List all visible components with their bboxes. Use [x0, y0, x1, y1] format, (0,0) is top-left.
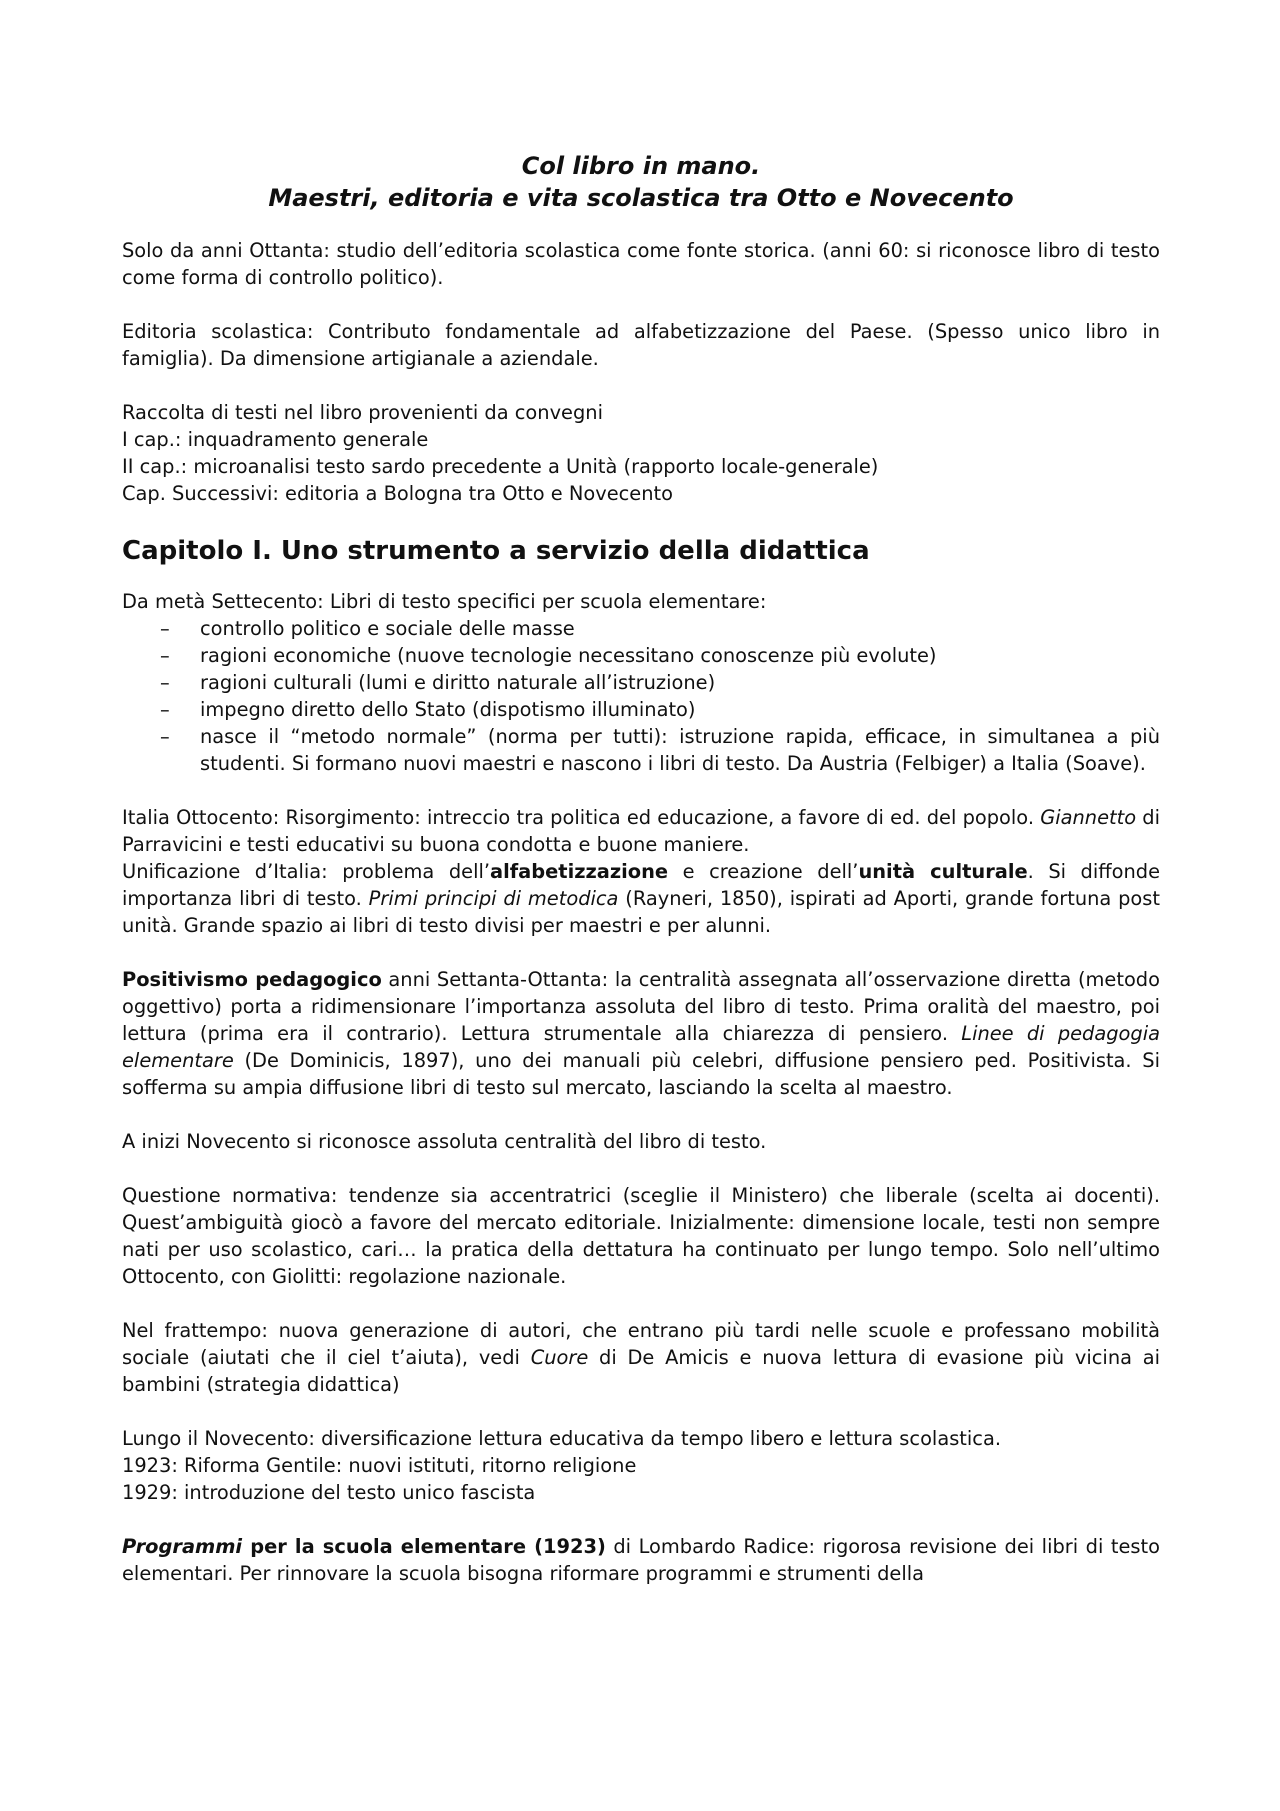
book-title-linee: Linee di pedagogia elementare [122, 1022, 1160, 1072]
list-item: – controllo politico e sociale delle masse [160, 617, 575, 640]
book-title-giannetto: Giannetto [1040, 806, 1137, 829]
keyword-programmi: Programmi [122, 1535, 243, 1558]
structure-line: II cap.: microanalisi testo sardo precedente a Unità (rapporto locale-generale) [122, 455, 879, 478]
title-line-1: Col libro in mano. [521, 152, 761, 180]
intro-paragraph-2: Editoria scolastica: Contributo fondamentale ad alfabetizzazione del Paese. (Spesso unico libro in famiglia). Da dimensione artigianale a aziendale. [122, 320, 1160, 370]
keyword-positivismo: Positivismo pedagogico [122, 968, 382, 991]
dash-bullet: – [160, 644, 170, 667]
timeline-line: 1929: introduzione del testo unico fascista [122, 1481, 536, 1504]
document-page [122, 150, 1160, 1614]
dash-bullet: – [160, 671, 170, 694]
keyword-alfabetizzazione: alfabetizzazione [490, 860, 669, 883]
list-intro: Da metà Settecento: Libri di testo specifici per scuola elementare: [122, 590, 767, 613]
normativa-paragraph: Questione normativa: tendenze sia accentratrici (sceglie il Ministero) che liberale (scelta ai docenti). Quest’ambiguità giocò a favore del mercato editoriale. Inizialmente: dimensione locale, testi non sempre nati per uso scolastico, cari… la pratica della dettatura ha continuato per lungo tempo. Solo nell’ultimo Ottocento, con Giolitti: regolazione nazionale. [122, 1184, 1160, 1288]
timeline-paragraph [122, 1425, 1160, 1506]
dash-bullet: – [160, 725, 170, 748]
ottocento-paragraph: Italia Ottocento: Risorgimento: intreccio tra politica ed educazione, a favore di ed. del popolo. Giannetto di Parravicini e testi educativi su buona condotta e buone maniere. Unificazione d’Italia: problema dell’alfabetizzazione e creazione dell’unità culturale. Si diffonde importanza libri di testo. Primi principi di metodica (Rayneri, 1850), ispirati ad Aporti, grande fortuna post unità. Grande spazio ai libri di testo divisi per maestri e per alunni. [122, 806, 1160, 937]
reasons-list [122, 615, 1160, 777]
keyword-unita-culturale: unità culturale [858, 860, 1028, 883]
book-title-cuore: Cuore [530, 1346, 589, 1369]
list-item: – ragioni economiche (nuove tecnologie necessitano conoscenze più evolute) [160, 644, 937, 667]
book-title-primi-principi: Primi principi di metodica [368, 887, 619, 910]
title-line-2: Maestri, editoria e vita scolastica tra Otto e Novecento [268, 184, 1014, 212]
intro-paragraph-1: Solo da anni Ottanta: studio dell’editoria scolastica come fonte storica. (anni 60: si riconosce libro di testo come forma di controllo politico). [122, 239, 1160, 289]
positivismo-paragraph: Positivismo pedagogico anni Settanta-Ottanta: la centralità assegnata all’osservazione diretta (metodo oggettivo) porta a ridimensionare l’importanza assoluta del libro di testo. Prima oralità del maestro, poi lettura (prima era il contrario). Lettura strumentale alla chiarezza di pensiero. Linee di pedagogia elementare (De Dominicis, 1897), uno dei manuali più celebri, diffusione pensiero ped. Positivista. Si sofferma su ampia diffusione libri di testo sul mercato, lasciando la scelta al maestro. [122, 968, 1160, 1099]
novecento-paragraph: A inizi Novecento si riconosce assoluta centralità del libro di testo. [122, 1130, 767, 1153]
chapter-heading: Capitolo I. Uno strumento a servizio della didattica [122, 536, 870, 566]
list-item: – nasce il “metodo normale” (norma per tutti): istruzione rapida, efficace, in simultanea a più studenti. Si formano nuovi maestri e nascono i libri di testo. Da Austria (Felbiger) a Italia (Soave). [160, 725, 1160, 775]
dash-bullet: – [160, 617, 170, 640]
list-item: – ragioni culturali (lumi e diritto naturale all’istruzione) [160, 671, 716, 694]
list-item: – impegno diretto dello Stato (dispotismo illuminato) [160, 698, 696, 721]
timeline-line: Lungo il Novecento: diversificazione lettura educativa da tempo libero e lettura scolastica. [122, 1427, 1001, 1450]
structure-line: Cap. Successivi: editoria a Bologna tra Otto e Novecento [122, 482, 673, 505]
document-title [122, 150, 1160, 214]
structure-line: I cap.: inquadramento generale [122, 428, 429, 451]
programmi-paragraph: Programmi per la scuola elementare (1923) di Lombardo Radice: rigorosa revisione dei libri di testo elementari. Per rinnovare la scuola bisogna riformare programmi e strumenti della [122, 1535, 1160, 1585]
dash-bullet: – [160, 698, 170, 721]
frattempo-paragraph: Nel frattempo: nuova generazione di autori, che entrano più tardi nelle scuole e professano mobilità sociale (aiutati che il ciel t’aiuta), vedi Cuore di De Amicis e nuova lettura di evasione più vicina ai bambini (strategia didattica) [122, 1319, 1161, 1396]
timeline-line: 1923: Riforma Gentile: nuovi istituti, ritorno religione [122, 1454, 637, 1477]
structure-line: Raccolta di testi nel libro provenienti da convegni [122, 401, 603, 424]
keyword-scuola-elementare: per la scuola elementare (1923) [242, 1535, 606, 1558]
intro-structure [122, 399, 1160, 507]
